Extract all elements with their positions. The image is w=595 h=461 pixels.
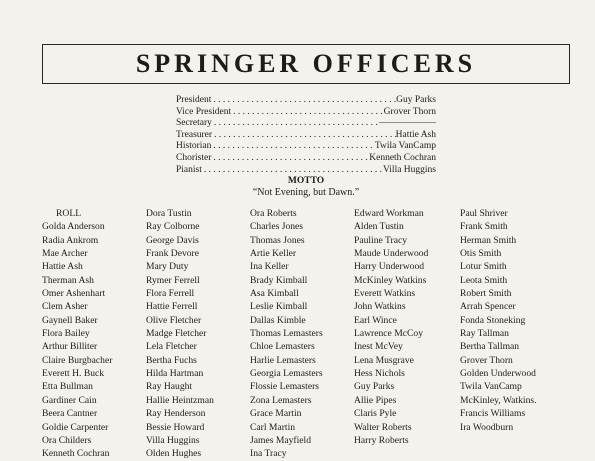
officer-row: [176, 153, 436, 165]
roll-name: Hallie Heintzman: [146, 394, 214, 406]
roll-name: Bertha Tallman: [460, 341, 520, 353]
roll-name: Thomas Jones: [250, 234, 305, 246]
roll-name: George Davis: [146, 234, 199, 246]
roll-name: Ira Woodburn: [460, 421, 514, 433]
roll-name: Hattie Ash: [42, 261, 83, 273]
motto-heading: MOTTO: [287, 176, 325, 186]
roll-name: Allie Pipes: [354, 394, 397, 406]
roll-name: Georgia Lemasters: [250, 368, 323, 380]
roll-name: Chloe Lemasters: [250, 341, 315, 353]
roll-name: Walter Roberts: [354, 421, 412, 433]
roll-name: Olden Hughes: [146, 448, 202, 460]
roll-name: Maude Underwood: [354, 248, 429, 260]
officer-role: President: [176, 95, 212, 105]
roll-name: Golda Anderson: [42, 221, 105, 233]
officer-role: Treasurer: [176, 129, 213, 140]
roll-name: Claire Burgbacher: [42, 354, 113, 366]
roll-name: Ora Roberts: [250, 208, 297, 219]
officer-name: ——————: [379, 118, 436, 129]
roll-column-5: [460, 207, 537, 434]
officer-name: Kenneth Cochran: [369, 152, 436, 163]
roll-name: Therman Ash: [42, 274, 94, 286]
officer-role: Chorister: [176, 152, 212, 163]
roll-column-2: [146, 207, 214, 461]
roll-name: Mae Archer: [42, 248, 88, 260]
roll-name: Hess Nichols: [354, 368, 405, 380]
roll-name: Harry Underwood: [354, 261, 425, 273]
roll-name: Bessie Howard: [146, 421, 205, 433]
officer-role: Vice President: [176, 106, 232, 117]
motto-text: “Not Evening, but Dawn.”: [252, 187, 360, 198]
roll-name: Herman Smith: [460, 234, 517, 246]
roll-name: McKinley, Watkins.: [460, 394, 537, 406]
roll-name: Everett H. Buck: [42, 368, 105, 380]
roll-name: Leslie Kimball: [250, 301, 308, 313]
roll-name: Harlie Lemasters: [250, 354, 316, 366]
roll-name: Leota Smith: [460, 274, 508, 286]
roll-name: Francis Williams: [460, 408, 526, 420]
roll-name: Ina Tracy: [250, 448, 287, 460]
title-box: [42, 44, 570, 84]
roll-name: Asa Kimball: [250, 288, 299, 300]
roll-name: Madge Fletcher: [146, 328, 207, 340]
roll-name: Everett Watkins: [354, 288, 416, 300]
roll-column-4: [354, 207, 428, 447]
roll-name: Etta Bullman: [42, 381, 93, 393]
roll-name: Arrah Spencer: [460, 301, 516, 313]
roll-name: Gardiner Cain: [42, 394, 97, 406]
roll-name: Ina Keller: [250, 261, 289, 273]
roll-name: Carl Martin: [250, 421, 296, 433]
roll-name: Frank Smith: [460, 221, 508, 233]
roll-name: John Watkins: [354, 301, 406, 313]
roll-name: Radia Ankrom: [42, 234, 99, 246]
officer-name: Guy Parks: [396, 95, 436, 105]
roll-name: Arthur Billiter: [42, 341, 98, 353]
roll-column-1: [42, 207, 112, 461]
roll-name: Dallas Kimble: [250, 314, 306, 326]
leader-dots: [231, 107, 384, 119]
leader-dots: [211, 141, 374, 153]
officer-name: Twila VanCamp: [374, 141, 436, 152]
roll-name: Grover Thorn: [460, 354, 513, 366]
officer-role: Pianist: [176, 164, 202, 175]
officer-row: [176, 141, 436, 153]
roll-name: Clem Asher: [42, 301, 88, 313]
leader-dots: [212, 130, 396, 142]
officer-row: [176, 165, 436, 177]
officer-name: Hattie Ash: [395, 129, 436, 140]
roll-name: Robert Smith: [460, 288, 512, 300]
roll-name: Golden Underwood: [460, 368, 536, 380]
roll-name: Ray Henderson: [146, 408, 206, 420]
officer-role: Historian: [176, 141, 212, 152]
officer-role: Secretary: [176, 118, 212, 129]
roll-name: Lena Musgrave: [354, 354, 414, 366]
roll-name: Fonda Stoneking: [460, 314, 526, 326]
roll-name: Gaynell Baker: [42, 314, 98, 326]
roll-heading: ROLL: [56, 208, 82, 219]
roll-name: Artie Keller: [250, 248, 297, 260]
roll-name: McKinley Watkins: [354, 274, 427, 286]
leader-dots: [202, 165, 383, 177]
roll-name: Otis Smith: [460, 248, 502, 260]
roll-name: Brady Kimball: [250, 274, 308, 286]
roll-name: Olive Fletcher: [146, 314, 202, 326]
roll-name: Flora Ferrell: [146, 288, 195, 300]
roll-name: Flora Bailey: [42, 328, 90, 340]
officer-row: [176, 130, 436, 142]
roll-name: Goldie Carpenter: [42, 421, 109, 433]
roll-name: Pauline Tracy: [354, 234, 408, 246]
roll-name: Harry Roberts: [354, 434, 409, 446]
roll-name: Mary Duty: [146, 261, 189, 273]
roll-name: Guy Parks: [354, 381, 395, 393]
officer-name: Grover Thorn: [383, 106, 436, 117]
roll-name: Ray Haught: [146, 381, 193, 393]
roll-name: Flossie Lemasters: [250, 381, 320, 393]
roll-name: Villa Huggins: [146, 434, 200, 446]
roll-name: Charles Jones: [250, 221, 304, 233]
officer-row: [176, 95, 436, 107]
roll-name: Ray Tallman: [460, 328, 509, 340]
roll-name: Thomas Lemasters: [250, 328, 323, 340]
roll-name: Omer Ashenhart: [42, 288, 106, 300]
roll-name: Bertha Fuchs: [146, 354, 197, 366]
roll-name: Lawrence McCoy: [354, 328, 423, 340]
roll-name: Frank Devore: [146, 248, 200, 260]
officers-list: [176, 95, 436, 176]
officer-row: [176, 107, 436, 119]
roll-name: Beera Cantner: [42, 408, 98, 420]
page-title: SPRINGER OFFICERS: [135, 49, 477, 78]
roll-name: Rymer Ferrell: [146, 274, 200, 286]
roll-name: Alden Tustin: [354, 221, 404, 233]
leader-dots: [212, 118, 379, 130]
roll-name: Paul Shriver: [460, 208, 508, 219]
roll-name: Earl Wince: [354, 314, 397, 326]
roll-name: Hilda Hartman: [146, 368, 204, 380]
roll-name: Zona Lemasters: [250, 394, 312, 406]
roll-name: Edward Workman: [354, 208, 424, 219]
roll-column-3: [250, 207, 323, 461]
roll-name: James Mayfield: [250, 434, 312, 446]
roll-name: Lela Fletcher: [146, 341, 197, 353]
roll-name: Grace Martin: [250, 408, 302, 420]
roll-name: Claris Pyle: [354, 408, 397, 420]
roll-name: Dora Tustin: [146, 208, 192, 219]
leader-dots: [211, 95, 396, 107]
roll-name: Lotur Smith: [460, 261, 507, 273]
roll-name: Ray Colborne: [146, 221, 200, 233]
roll-name: Twila VanCamp: [460, 381, 522, 393]
roll-name: Hattie Ferrell: [146, 301, 198, 313]
leader-dots: [211, 153, 369, 165]
roll-name: Ora Childers: [42, 434, 92, 446]
officer-row: [176, 118, 436, 130]
officer-name: Villa Huggins: [383, 164, 436, 175]
roll-name: Inest McVey: [354, 341, 403, 353]
roll-name: Kenneth Cochran: [42, 448, 110, 460]
